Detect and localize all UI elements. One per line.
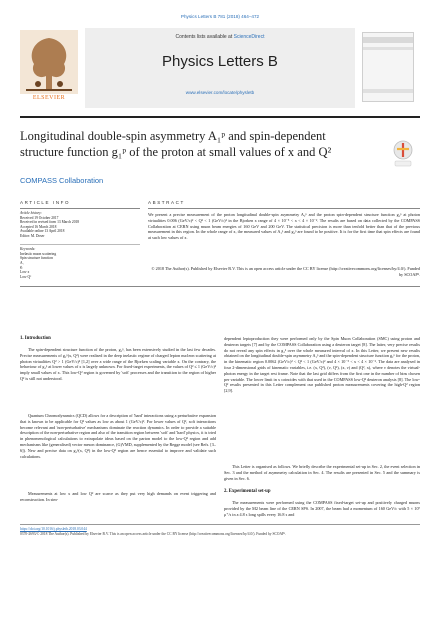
homepage-link[interactable]: www.elsevier.com/locate/physletb bbox=[185, 90, 255, 95]
abstract-text: We present a precise measurement of the proton longitudinal double-spin asymmetry A₁ᵖ and the proton spin-dependent structure function g₁ᵖ at photon virtualities 0.006 (GeV/c)² < Q² < 1 (GeV/c)² in the Bjorken x range of 4 × 10⁻⁵ < x < 4 × 10⁻². The results are based on data collected by the COMPASS Collaboration at CERN using muon beam energies of 160 GeV and 200 GeV. The statistical precision is more than tenfold better than that of the previous measurement in this region. In the whole range of x, the measured values of A₁ᵖ and g₁ᵖ are found to be positive. It is for the first time that spin effects are found at such low values of x. bbox=[148, 212, 420, 241]
history-item: Editor: M. Doser bbox=[20, 233, 45, 238]
abstract-rule bbox=[148, 208, 420, 209]
contents-line bbox=[85, 34, 355, 40]
article-history bbox=[20, 211, 140, 239]
body-paragraph: Quantum Chromodynamics (QCD) allows for a description of 'hard' interactions using a perturbative expansion that is known to be applicable for Q² values as low as about 1 (GeV/c)². For lower values of Q², soft interactions become relevant and 'non-perturbative' mechanisms dominate the reaction dynamics. In order to provide a suitable description of the non-perturbative region and also of the transition region between 'soft' and 'hard' physics, it is tried in phenomenological calculations to extrapolate ideas based on the parton model to the low-Q² region and add mechanisms like (generalised) vector meson dominance, (G)VMD, supplemented by the Regge model (see Refs. [3–6]). New and precise data on g₁ᵖ(x, Q²) in the low-Q² region are hence essential to improve and validate such calculations. bbox=[20, 413, 216, 459]
sciencedirect-link[interactable]: ScienceDirect bbox=[233, 34, 265, 40]
body-paragraph: This Letter is organised as follows. We briefly describe the experimental set-up in Sec. 2, the event selection in Sec. 3 and the method of asymmetry calculation in Sec. 4. The results are presented in Sec. 5 and the summary is given in Sec. 6. bbox=[224, 464, 420, 481]
body-paragraph: The measurements were performed using the COMPASS fixed-target set-up and positively charged muons provided by the M2 beam line of the CERN SPS. In 2007, the beam had a momentum of 160 GeV/c with 5 × 10⁷ μ⁺/s in a 4.8 s long spills every 16.8 s and bbox=[224, 500, 420, 517]
article-info-heading: ARTICLE INFO bbox=[20, 200, 71, 205]
keyword: A₁ bbox=[20, 260, 24, 265]
history-label: Article history: bbox=[20, 211, 42, 215]
body-paragraph: Measurements at low x and low Q² are scarce as they put very high demands on event triggering and reconstruction. In sim- bbox=[20, 491, 216, 502]
keywords-block bbox=[20, 247, 140, 279]
history-item: Available online 13 April 2018 bbox=[20, 229, 65, 234]
article-title: Longitudinal double-spin asymmetry A₁ᵖ and spin-dependent structure function g₁ᵖ of the proton at small values of x and Q² bbox=[20, 129, 332, 159]
cover-band bbox=[363, 89, 413, 93]
cover-band bbox=[363, 37, 413, 43]
doi-link[interactable]: https://doi.org/10.1016/j.physletb.2018.03.044 bbox=[20, 527, 87, 531]
abstract-license: © 2018 The Author(s). Published by Elsevier B.V. This is an open access article under the CC BY license (http://creativecommons.org/licenses/by/4.0/). Funded by SCOAP³. bbox=[151, 266, 420, 277]
history-item: Received 19 October 2017 bbox=[20, 215, 59, 220]
publisher-wordmark: ELSEVIER bbox=[32, 95, 66, 101]
cover-band bbox=[363, 47, 413, 50]
journal-name: Physics Letters B bbox=[162, 53, 278, 70]
crossmark-icon[interactable] bbox=[392, 140, 414, 168]
section-heading-experimental: 2. Experimental set-up bbox=[224, 489, 271, 494]
footer-copyright: 0370-2693/© 2018 The Author(s). Published by Elsevier B.V. This is an open access article under the CC BY license (http://creativecommons.org/licenses/by/4.0/). Funded by SCOAP³. bbox=[20, 531, 287, 536]
body-paragraph: The spin-dependent structure function of the proton, g₁ᵖ, has been extensively studied in the last few decades. Precise measurements of g₁ᵖ(x, Q²) were realised in the deep inelastic regime of charged lepton nucleon scattering at photon virtualities Q² > 1 (GeV/c)² [1,2] over a wide range of the Bjorken scaling variable x. On the contrary, the behaviour of g₁ᵖ at lower values of x is largely unknown. For fixed-target experiments, the values of Q² ≤ 1 (GeV/c)² imply small values of x. This low-Q² region is governed by 'soft' processes and the transition to the region of higher Q² is still not understood. bbox=[20, 347, 216, 381]
journal-homepage bbox=[85, 90, 355, 95]
keyword: Low Q² bbox=[20, 274, 32, 279]
info-rule bbox=[20, 208, 140, 209]
keyword: Low x bbox=[20, 269, 30, 274]
info-rule bbox=[20, 244, 140, 245]
abstract-end-rule bbox=[20, 286, 420, 287]
keyword: g₁ bbox=[20, 265, 24, 270]
keyword: Inelastic muon scattering bbox=[20, 251, 57, 256]
contents-prefix: Contents lists available at bbox=[175, 34, 234, 40]
body-paragraph: dependent leptoproduction they were performed only by the Spin Muon Collaboration (SMC) using proton and deuteron targets [7] and by the COMPASS Collaboration using a deuteron target [8]. The latter, very precise results do not reveal any spin effects in g₁ᵈ over the whole measured interval of x. In this Letter, we present new results obtained on the longitudinal double-spin asymmetry A₁ᵖ and the spin-dependent structure function g₁ᵖ for the proton, in the kinematic region 0.0062 (GeV/c)² < Q² < 1 (GeV/c)² and 4 × 10⁻⁵ < x < 4 × 10⁻². The data are analysed in four 2-dimensional grids of kinematic variables, i.e. (x, Q²), (ν, Q²), (x, ν) and (Q², x), where ν denotes the virtual-photon energy in the target rest frame. Note that the last grid differs from the first one in the number of bins chosen per variable. The lower limit in x coincides with that used in the COMPASS low-Q² deuteron analysis [8]. The low-Q² results presented in this Letter complement our published proton measurements covering the high-Q² region [2,9]. bbox=[224, 336, 420, 394]
author-list[interactable]: COMPASS Collaboration bbox=[20, 176, 104, 185]
footer-rule bbox=[20, 524, 420, 525]
header-rule bbox=[20, 116, 420, 118]
section-heading-introduction: 1. Introduction bbox=[20, 336, 51, 341]
keywords-label: Keywords: bbox=[20, 247, 36, 251]
history-item: Received in revised form 13 March 2018 bbox=[20, 220, 80, 225]
footer bbox=[20, 527, 420, 536]
history-item: Accepted 16 March 2018 bbox=[20, 224, 57, 229]
journal-citation: Physics Letters B 781 (2018) 464–472 bbox=[180, 14, 260, 19]
elsevier-tree-logo bbox=[20, 30, 78, 102]
abstract-heading: ABSTRACT bbox=[148, 200, 185, 205]
journal-cover-thumbnail bbox=[362, 32, 414, 102]
keyword: Spin structure function bbox=[20, 256, 53, 261]
